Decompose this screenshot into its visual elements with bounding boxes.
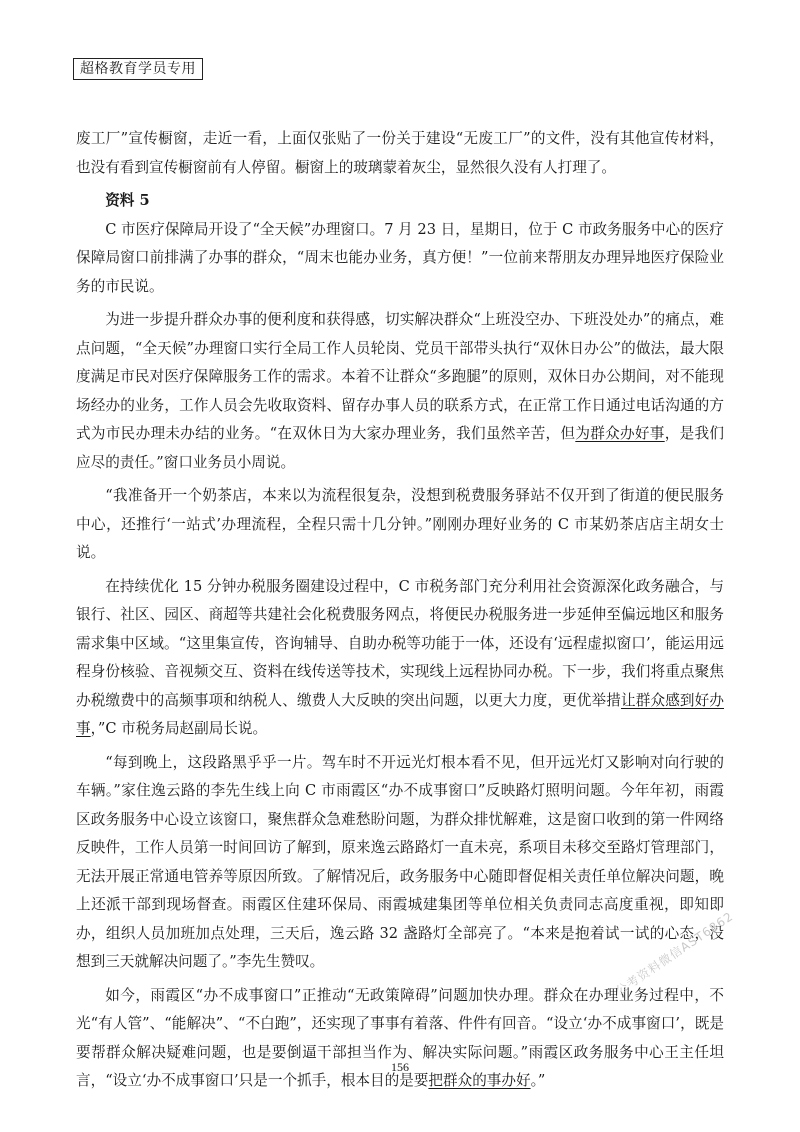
paragraph-4-text: 在持续优化 15 分钟办税服务圈建设过程中，C 市税务部门充分利用社会资源深化政务融合，与银行、社区、园区、商超等共建社会化税费服务网点，将便民办税服务进一步延伸至偏远地区和服务需求集中区域。“这里集宣传，咨询辅导、自助办税等功能于一体，还设有‘远程虚拟窗口’，能运用远程身份核验、音视频交互、资料在线传送等技术，实现线上远程协同办税。下一步，我们将重点聚焦办税缴费中的高频事项和纳税人、缴费人大反映的突出问题，以更大力度，更优举措 — [76, 577, 724, 709]
paragraph-6-underline: 把群众的事办好 — [428, 1072, 531, 1089]
watermark: 公考资料微信AST6862 — [613, 909, 736, 999]
paragraph-6-text: 如今，雨霞区“办不成事窗口”正推动“无政策障碍”问题加快办理。群众在办理业务过程中，不光“有人管”、“能解决”、“不白跑”，还实现了事事有着落、件件有回音。“设立‘办不成事窗口’，既是要帮群众解决疑难问题，也是要倒逼干部担当作为、解决实际问题。”雨霞区政务服务中心王主任坦言，“设立‘办不成事窗口’只是一个抓手，根本目的是要 — [76, 986, 724, 1089]
paragraph-1: C 市医疗保障局开设了“全天候”办理窗口。7 月 23 日，星期日，位于 C 市政务服务中心的医疗保障局窗口前排满了办事的群众，“周末也能办业务，真方便！”一位前来帮朋友办理异地医疗保险业务的市民说。 — [76, 220, 724, 295]
paragraph-4-end: ，”C 市税务局赵副局长说。 — [90, 720, 268, 737]
paragraph-3: “我准备开一个奶茶店，本来以为流程很复杂，没想到税费服务驿站不仅开到了街道的便民服务中心，还推行‘一站式’办理流程，全程只需十几分钟。”刚刚办理好业务的 C 市某奶茶店店主胡女士说。 — [76, 487, 724, 561]
paragraph-2-end: ，是我们应尽的责任。”窗口业务员小周说。 — [76, 425, 724, 471]
paragraph-2 — [76, 306, 724, 477]
paragraph-2-underline: 为群众办好事 — [575, 425, 665, 442]
document-body — [76, 125, 724, 1096]
page-number: 156 — [391, 1060, 409, 1074]
section-heading: 资料 5 — [105, 192, 150, 209]
paragraph-6 — [76, 982, 724, 1096]
paragraph-4 — [76, 573, 724, 744]
paragraph-2-text: 为进一步提升群众办事的便利度和获得感，切实解决群众“上班没空办、下班没处办”的痛点，难点问题，“全天候”办理窗口实行全局工作人员轮岗、党员干部带头执行“双休日办公”的做法，最大限度满足市民对医疗保障服务工作的需求。本着不让群众“多跑腿”的原则，双休日办公期间，对不能现场经办的业务，工作人员会先收取资料、留存办事人员的联系方式，在正常工作日通过电话沟通的方式为市民办理未办结的业务。“在双休日为大家办理业务，我们虽然辛苦，但 — [76, 311, 724, 442]
paragraph-6-end: 。” — [530, 1072, 546, 1089]
paragraph-continued: 废工厂”宣传橱窗，走近一看，上面仅张贴了一份关于建设“无废工厂”的文件，没有其他宣传材料，也没有看到宣传橱窗前有人停留。橱窗上的玻璃蒙着灰尘，显然很久没有人打理了。 — [76, 130, 724, 176]
paragraph-5: “每到晚上，这段路黑乎乎一片。驾车时不开远光灯根本看不见，但开远光灯又影响对向行驶的车辆。”家住逸云路的李先生线上向 C 市雨霞区“办不成事窗口”反映路灯照明问题。今年年初，雨霞区政务服务中心设立该窗口，聚焦群众急难愁盼问题，为群众排忧解难，这是窗口收到的第一件网络反映件，工作人员第一时间回访了解到，原来逸云路路灯一直未亮，系项目未移交至路灯管理部门，无法开展正常通电管养等原因所致。了解情况后，政务服务中心随即督促相关责任单位解决问题，晚上还派干部到现场督查。雨霞区住建环保局、雨霞城建集团等单位相关负责同志高度重视，即知即办，组织人员加班加点处理，三天后，逸云路 32 盏路灯全部亮了。“本来是抱着试一试的心态，没想到三天就解决问题了。”李先生赞叹。 — [76, 753, 724, 970]
header-label: 超格教育学员专用 — [73, 58, 203, 80]
paragraph-4-underline: 让群众感到好办事 — [76, 691, 724, 737]
